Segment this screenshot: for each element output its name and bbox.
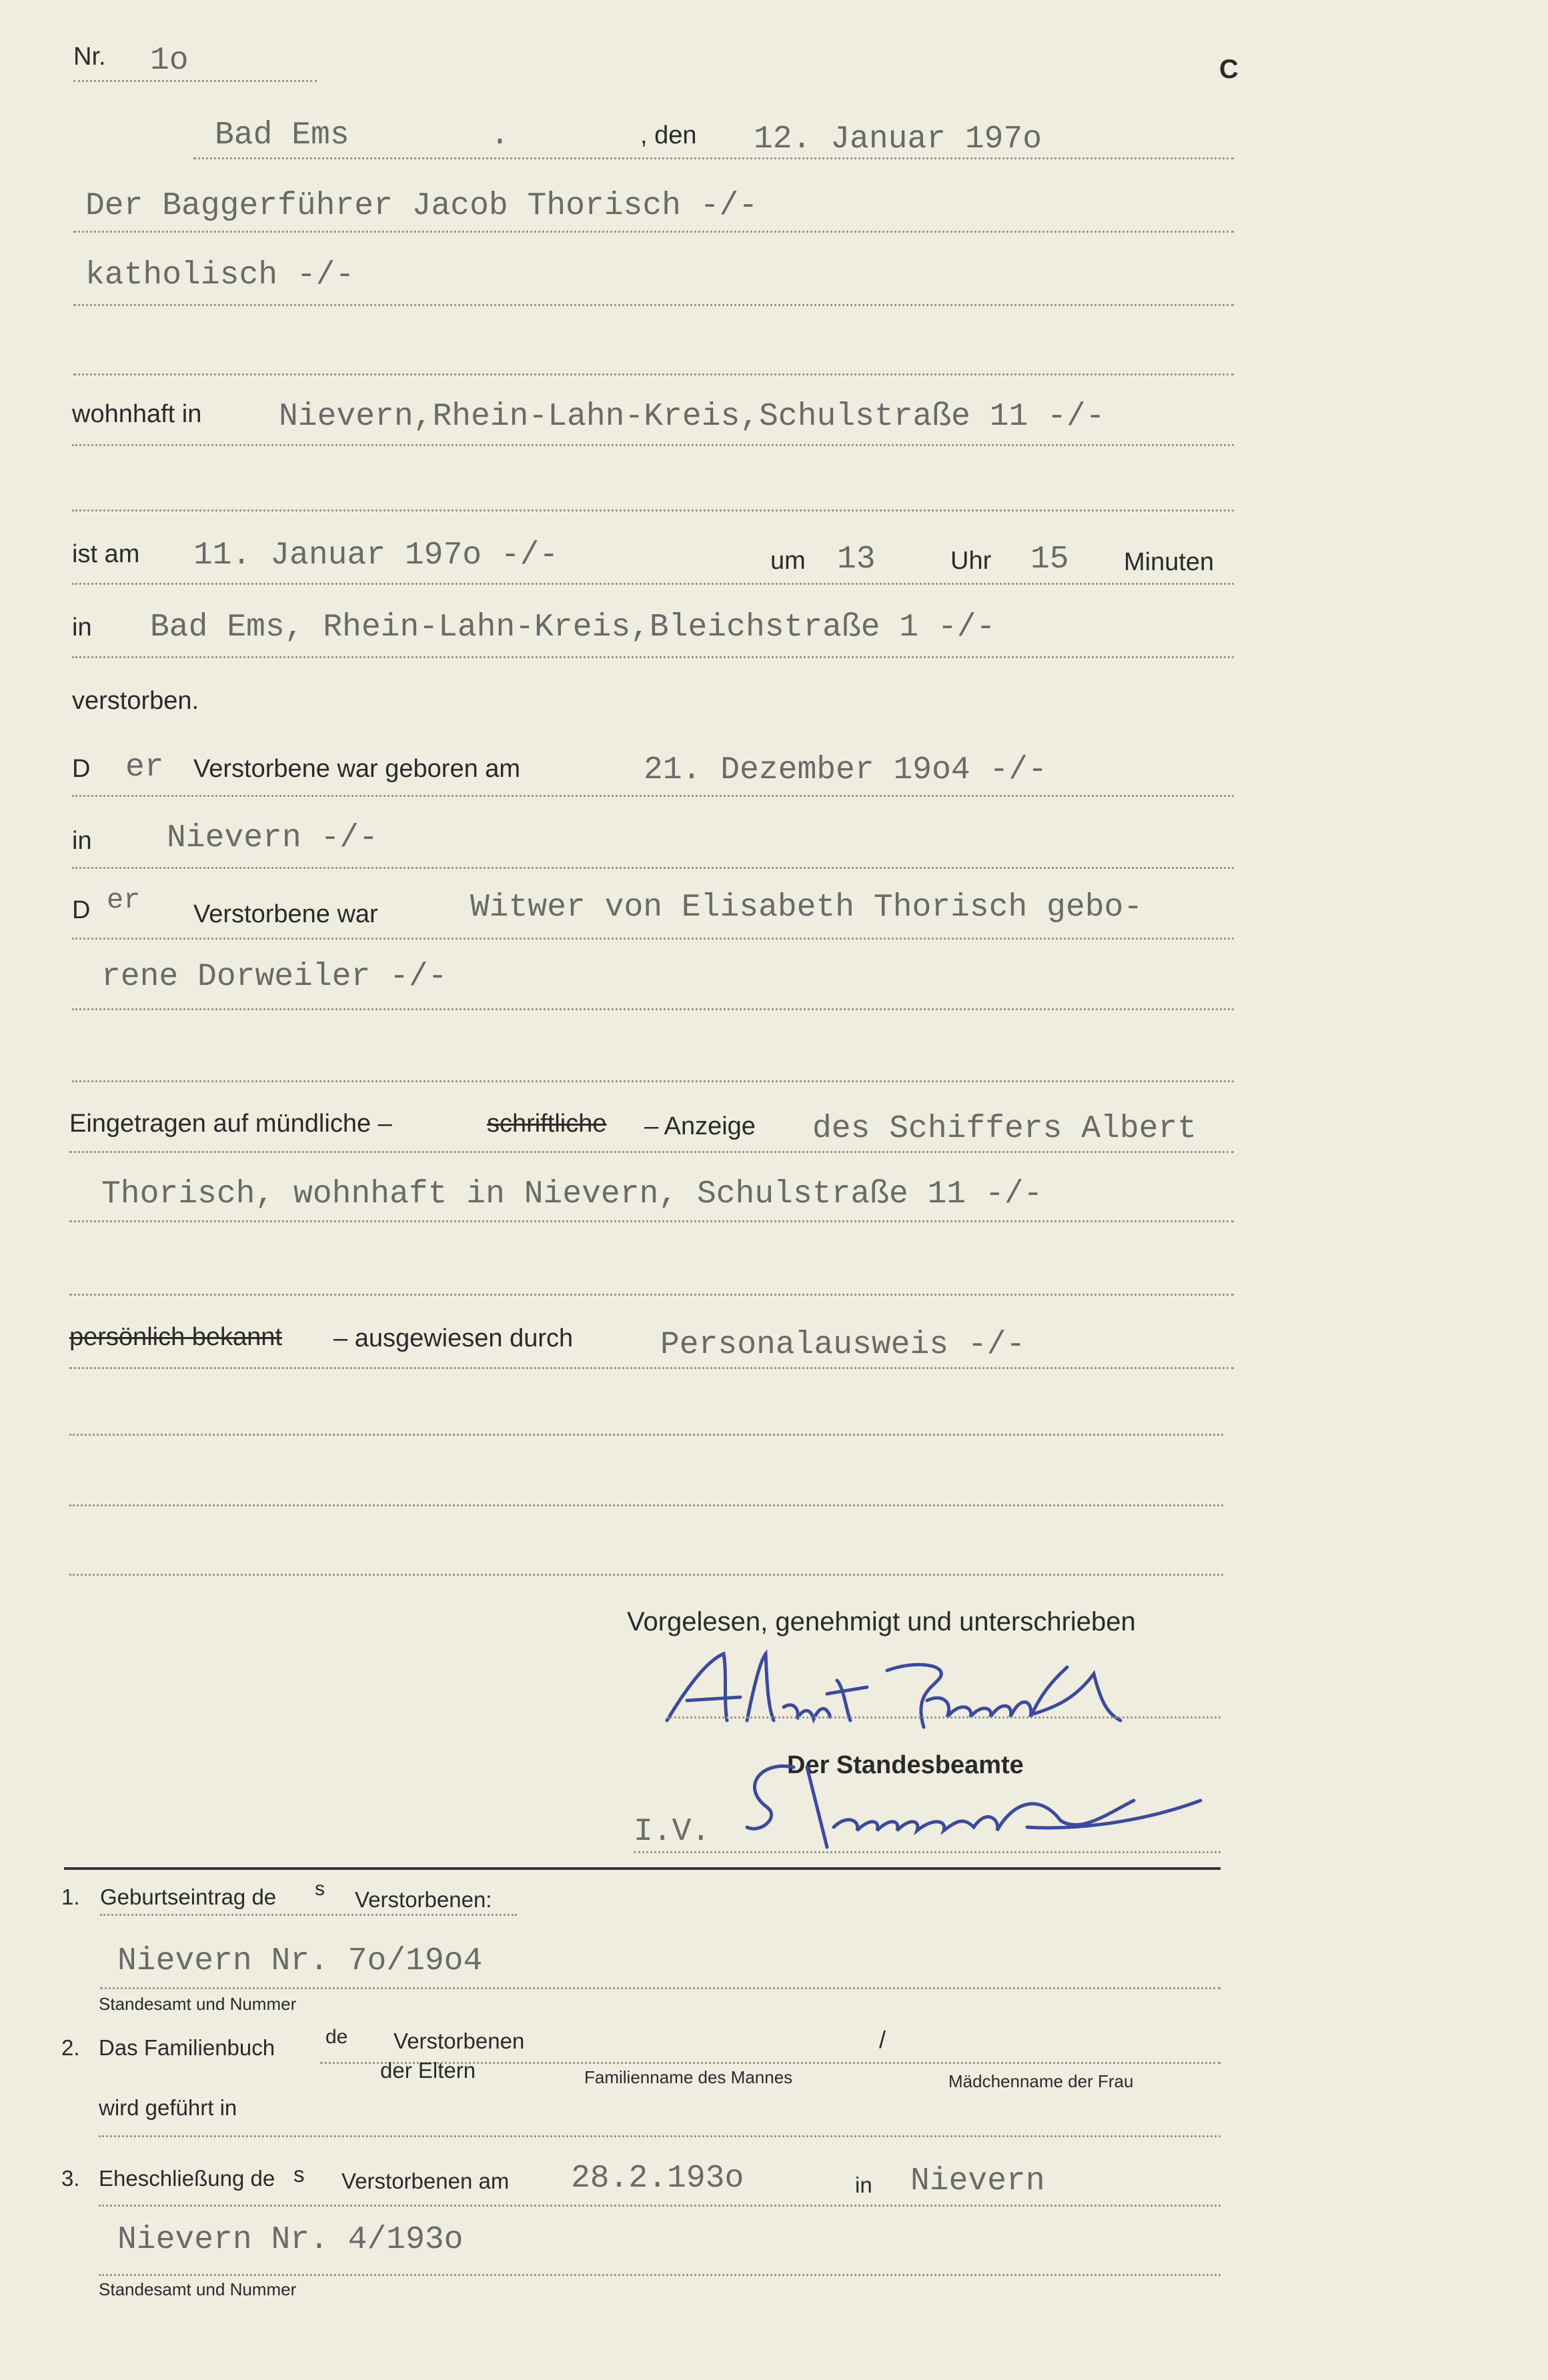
official-signature [734,1754,1214,1854]
item3-place: Nievern [910,2163,1045,2199]
name-line [73,231,1234,233]
item2-wird-line [99,2135,1221,2137]
status-line2: rene Dorweiler -/- [101,959,448,995]
status-line1-rule [72,938,1234,940]
registration-label-struck: schriftliche [487,1110,607,1138]
nr-line [73,80,317,82]
birth-place-line [72,867,1234,869]
signer-line [667,1716,1221,1718]
item1-label-a: Geburtseintrag de [100,1885,277,1909]
official-line [634,1851,1221,1853]
residence-value: Nievern,Rhein-Lahn-Kreis,Schulstraße 11 -/- [279,399,1105,435]
iv-label: I.V. [634,1814,711,1850]
item3-num: 3. [61,2166,80,2191]
death-date: 11. Januar 197o -/- [193,537,559,573]
item3-line [99,2205,1221,2207]
birth-place: Nievern -/- [167,820,378,856]
death-hour: 13 [837,541,876,577]
nr-value: 1o [150,43,189,79]
blank-line-6 [69,1504,1223,1506]
registration-label-a: Eingetragen auf mündliche – [69,1110,392,1138]
item1-label-s: s [315,1878,325,1900]
standesbeamte-label: Der Standesbeamte [787,1751,1024,1779]
separator-rule [64,1867,1221,1870]
item1-caption: Standesamt und Nummer [99,1994,297,2014]
item1-label-line [100,1914,517,1916]
nr-label: Nr. [73,43,106,71]
residence-line [72,444,1234,446]
registration-line2: Thorisch, wohnhaft in Nievern, Schulstraße 11 -/- [101,1176,1043,1212]
birth-date: 21. Dezember 19o4 -/- [644,752,1047,788]
ist-am-label: ist am [72,540,140,568]
item2-de: de [325,2026,348,2048]
status-label: Verstorbene war [193,900,378,928]
registration-line1-rule [69,1151,1234,1153]
item2-frau-caption: Mädchenname der Frau [948,2071,1134,2091]
birth-date-line [72,795,1234,797]
birth-label: Verstorbene war geboren am [193,755,521,783]
status-line1: Witwer von Elisabeth Thorisch gebo- [470,890,1143,926]
birth-d-label: D [72,755,91,783]
blank-line-4 [69,1294,1234,1296]
signer-signature [660,1647,1154,1747]
birth-in-label: in [72,827,92,855]
item2-mann-caption: Familienname des Mannes [584,2067,793,2087]
place-dot: . [490,117,510,153]
item3-caption: Standesamt und Nummer [99,2279,297,2299]
item2-eltern: der Eltern [380,2058,476,2083]
death-in-label: in [72,614,92,642]
item2-slash: / [879,2026,886,2053]
item1-value: Nievern Nr. 7o/19o4 [117,1943,483,1979]
status-d-label: D [72,896,91,924]
verstorben-label: verstorben. [72,687,199,715]
religion-line [73,304,1234,306]
item2-num: 2. [61,2035,80,2060]
registration-line2-rule [69,1220,1234,1222]
death-place: Bad Ems, Rhein-Lahn-Kreis,Bleichstraße 1 -/- [150,610,996,646]
religion: katholisch -/- [85,257,355,293]
item2-label: Das Familienbuch [99,2035,275,2060]
item1-value-line [100,1987,1221,1989]
person-name: Der Baggerführer Jacob Thorisch -/- [85,188,758,224]
identification-struck: persönlich bekannt [69,1323,282,1351]
item2-verstorbenen: Verstorbenen [394,2029,525,2053]
item2-wird: wird geführt in [99,2095,237,2120]
death-place-line [72,656,1234,658]
item1-num: 1. [61,1885,80,1909]
vorgelesen-label: Vorgelesen, genehmigt und unterschrieben [627,1607,1136,1636]
death-date-line [72,583,1234,585]
status-line2-rule [72,1008,1234,1010]
blank-line-1 [73,373,1234,375]
item3-in: in [855,2173,872,2197]
identification-label: – ausgewiesen durch [333,1324,574,1352]
item3-label-a: Eheschließung de [99,2166,275,2191]
item3-value: Nievern Nr. 4/193o [117,2222,464,2258]
death-minute: 15 [1030,541,1069,577]
date-line [193,157,1234,159]
blank-line-5 [69,1434,1223,1436]
item3-label-s: s [293,2162,305,2187]
identification-value: Personalausweis -/- [660,1327,1026,1363]
blank-line-2 [72,509,1234,511]
status-er-suffix: er [107,884,141,916]
birth-er-suffix: er [125,750,164,786]
blank-line-3 [72,1080,1234,1082]
blank-line-7 [69,1574,1223,1576]
identification-rule [69,1367,1234,1369]
registration-line1: des Schiffers Albert [812,1111,1197,1147]
item3-value-line [99,2274,1221,2276]
den-label: , den [640,121,697,149]
header-date: 12. Januar 197o [754,121,1042,157]
place-value: Bad Ems [215,117,349,153]
residence-label: wohnhaft in [72,400,202,428]
corner-letter: C [1219,55,1239,84]
item3-date: 28.2.193o [571,2161,744,2197]
item3-label-b: Verstorbenen am [341,2169,510,2193]
item1-label-b: Verstorbenen: [355,1887,492,1912]
minuten-label: Minuten [1124,548,1215,576]
registration-label-b: – Anzeige [644,1112,756,1140]
um-label: um [770,547,806,575]
uhr-label: Uhr [950,547,992,575]
